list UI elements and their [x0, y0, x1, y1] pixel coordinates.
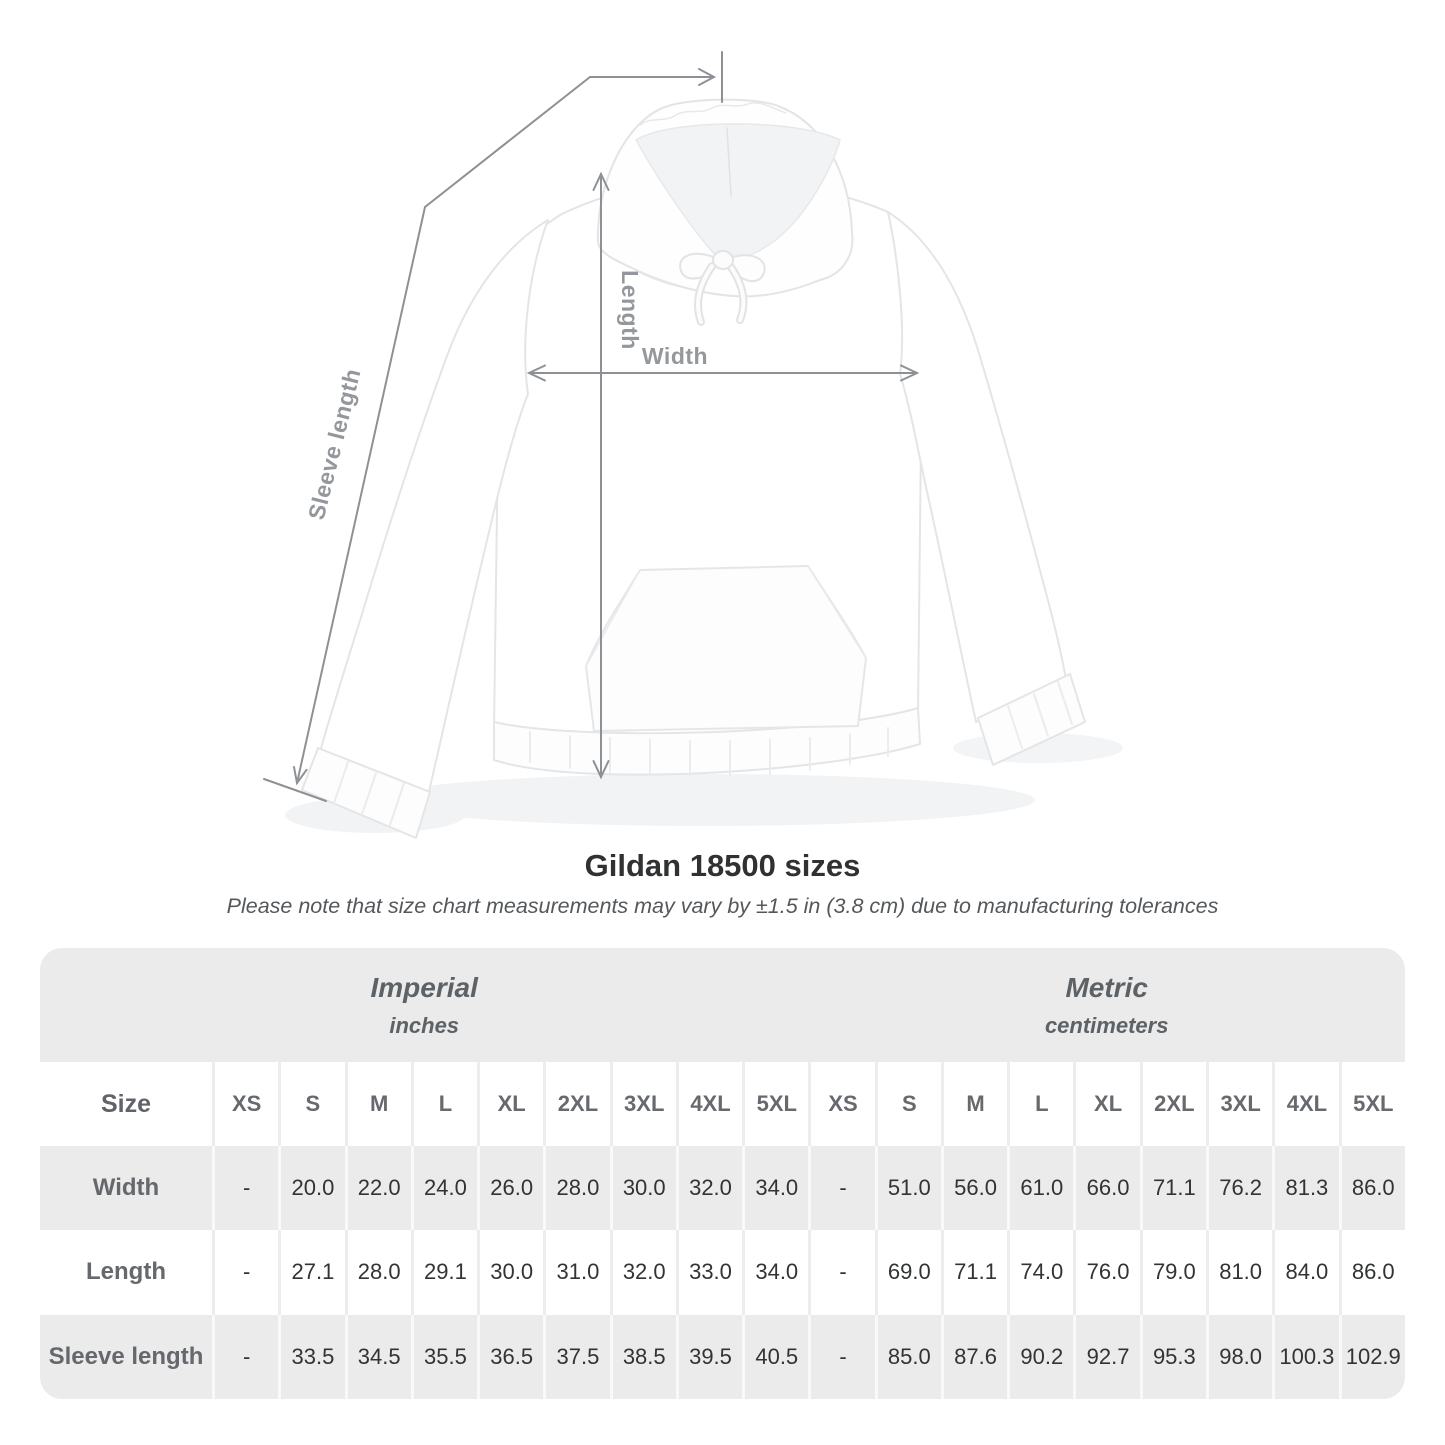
value-cell: 56.0	[941, 1146, 1007, 1230]
size-col-header: 2XL	[543, 1062, 609, 1146]
value-cell: 22.0	[345, 1146, 411, 1230]
value-cell: 40.5	[742, 1315, 808, 1399]
sleeve-length-row	[40, 1315, 1405, 1399]
value-cell: 98.0	[1206, 1315, 1272, 1399]
value-cell: 100.3	[1272, 1315, 1338, 1399]
value-cell: 81.3	[1272, 1146, 1338, 1230]
row-label: Sleeve length	[40, 1315, 212, 1399]
value-cell: 35.5	[411, 1315, 477, 1399]
value-cell: 86.0	[1339, 1230, 1405, 1314]
value-cell: 84.0	[1272, 1230, 1338, 1314]
value-cell: 32.0	[676, 1146, 742, 1230]
width-row	[40, 1146, 1405, 1230]
sleeve-length-label: Sleeve length	[302, 365, 366, 523]
row-label: Length	[40, 1230, 212, 1314]
size-col-header: L	[1007, 1062, 1073, 1146]
value-cell: 26.0	[477, 1146, 543, 1230]
value-cell: -	[212, 1146, 278, 1230]
imperial-unit: inches	[389, 1012, 460, 1038]
imperial-title: Imperial	[370, 971, 478, 1003]
value-cell: -	[212, 1315, 278, 1399]
value-cell: 33.0	[676, 1230, 742, 1314]
value-cell: 76.0	[1073, 1230, 1139, 1314]
value-cell: 34.0	[742, 1230, 808, 1314]
value-cell: 61.0	[1007, 1146, 1073, 1230]
imperial-section-header	[40, 948, 808, 1062]
value-cell: 30.0	[610, 1146, 676, 1230]
size-col-header: L	[411, 1062, 477, 1146]
size-col-header: XS	[808, 1062, 874, 1146]
value-cell: 71.1	[941, 1230, 1007, 1314]
size-col-header: S	[875, 1062, 941, 1146]
size-col-header: S	[278, 1062, 344, 1146]
value-cell: 31.0	[543, 1230, 609, 1314]
value-cell: 76.2	[1206, 1146, 1272, 1230]
size-col-header: M	[941, 1062, 1007, 1146]
size-table-container	[40, 948, 1405, 1399]
metric-section-header	[808, 948, 1405, 1062]
value-cell: 34.0	[742, 1146, 808, 1230]
value-cell: 69.0	[875, 1230, 941, 1314]
value-cell: 36.5	[477, 1315, 543, 1399]
value-cell: 85.0	[875, 1315, 941, 1399]
value-cell: 29.1	[411, 1230, 477, 1314]
size-col-header: 3XL	[610, 1062, 676, 1146]
size-col-header: XS	[212, 1062, 278, 1146]
value-cell: 38.5	[610, 1315, 676, 1399]
value-cell: 102.9	[1339, 1315, 1405, 1399]
value-cell: 66.0	[1073, 1146, 1139, 1230]
value-cell: 71.1	[1140, 1146, 1206, 1230]
value-cell: 30.0	[477, 1230, 543, 1314]
size-col-header: 5XL	[742, 1062, 808, 1146]
value-cell: 86.0	[1339, 1146, 1405, 1230]
size-col-header: 4XL	[1272, 1062, 1338, 1146]
size-col-header: 5XL	[1339, 1062, 1405, 1146]
value-cell: 32.0	[610, 1230, 676, 1314]
length-row	[40, 1230, 1405, 1314]
unit-header-row	[40, 948, 1405, 1062]
value-cell: 79.0	[1140, 1230, 1206, 1314]
value-cell: -	[808, 1315, 874, 1399]
value-cell: 34.5	[345, 1315, 411, 1399]
size-col-header: 4XL	[676, 1062, 742, 1146]
value-cell: 51.0	[875, 1146, 941, 1230]
value-cell: 27.1	[278, 1230, 344, 1314]
value-cell: 81.0	[1206, 1230, 1272, 1314]
value-cell: 33.5	[278, 1315, 344, 1399]
value-cell: 92.7	[1073, 1315, 1139, 1399]
size-header-label: Size	[40, 1062, 212, 1146]
size-col-header: XL	[477, 1062, 543, 1146]
value-cell: 90.2	[1007, 1315, 1073, 1399]
size-col-header: XL	[1073, 1062, 1139, 1146]
value-cell: 28.0	[345, 1230, 411, 1314]
row-label: Width	[40, 1146, 212, 1230]
metric-title: Metric	[1065, 971, 1148, 1003]
value-cell: -	[808, 1230, 874, 1314]
value-cell: 28.0	[543, 1146, 609, 1230]
hoodie-illustration	[302, 100, 1085, 838]
value-cell: 20.0	[278, 1146, 344, 1230]
size-col-header: 2XL	[1140, 1062, 1206, 1146]
size-col-header: M	[345, 1062, 411, 1146]
size-table	[40, 948, 1405, 1399]
value-cell: 37.5	[543, 1315, 609, 1399]
size-col-header: 3XL	[1206, 1062, 1272, 1146]
value-cell: 39.5	[676, 1315, 742, 1399]
size-header-row	[40, 1062, 1405, 1146]
value-cell: 74.0	[1007, 1230, 1073, 1314]
length-label: Length	[617, 270, 643, 350]
value-cell: 24.0	[411, 1146, 477, 1230]
value-cell: 95.3	[1140, 1315, 1206, 1399]
value-cell: 87.6	[941, 1315, 1007, 1399]
page-title: Gildan 18500 sizes	[584, 848, 861, 883]
tolerance-note: Please note that size chart measurements may vary by ±1.5 in (3.8 cm) due to manufacturing tolerances	[226, 894, 1219, 918]
value-cell: -	[212, 1230, 278, 1314]
width-label: Width	[641, 343, 709, 369]
value-cell: -	[808, 1146, 874, 1230]
metric-unit: centimeters	[1044, 1012, 1169, 1038]
